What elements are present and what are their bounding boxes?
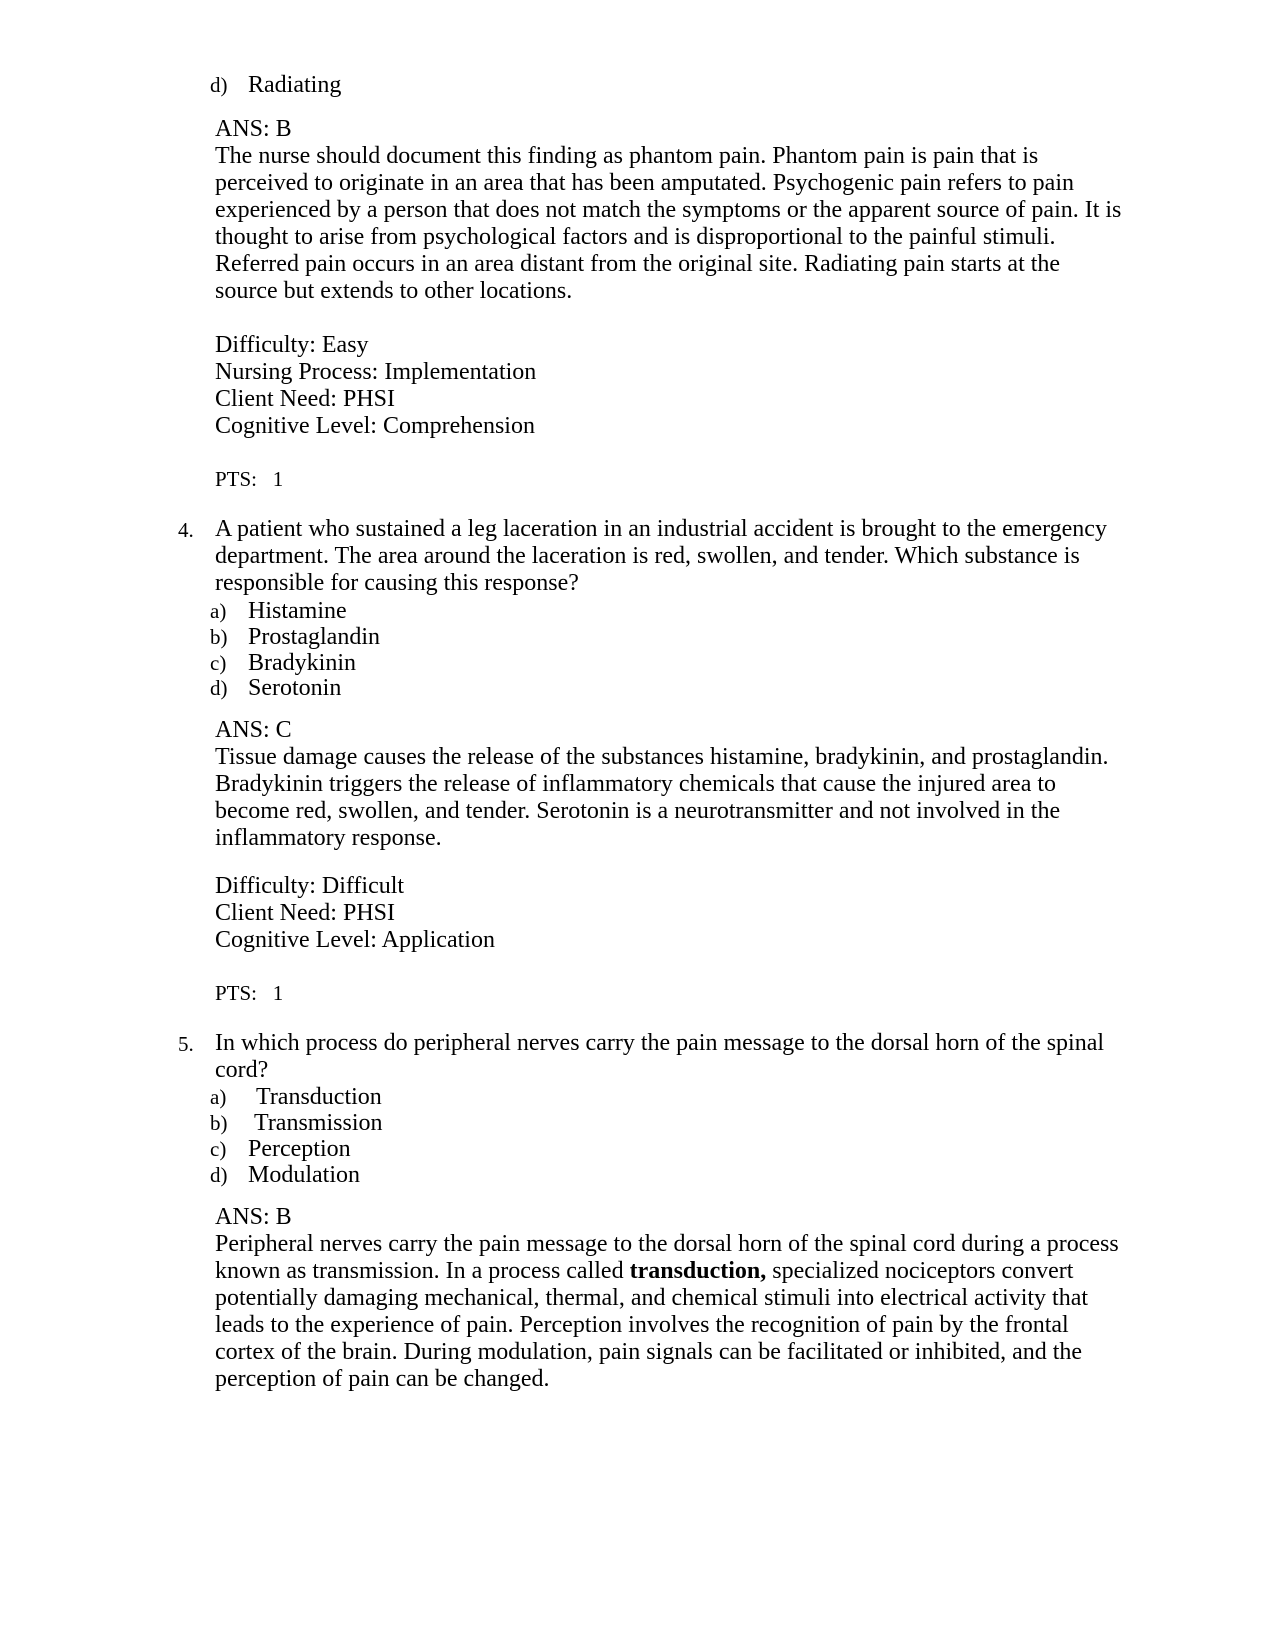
option-letter: b) (210, 1111, 228, 1135)
q3-rationale-line: perceived to originate in an area that has been amputated. Psychogenic pain refers to pain (215, 170, 1074, 196)
q3-option-d (210, 72, 341, 99)
q3-answer-block (215, 116, 1175, 305)
q4-rationale-line: become red, swollen, and tender. Serotonin is a neurotransmitter and not involved in the (215, 798, 1061, 824)
q4-rationale-line: Bradykinin triggers the release of inflammatory chemicals that cause the injured area to (215, 771, 1057, 797)
option-text: Transduction (256, 1084, 382, 1110)
q4-answer: ANS: C (215, 717, 292, 743)
q5-rationale-line: cortex of the brain. During modulation, pain signals can be facilitated or inhibited, and the (215, 1339, 1083, 1365)
q3-rationale-line: thought to arise from psychological factors and is disproportional to the painful stimuli. (215, 224, 1056, 250)
q4-rationale-line: inflammatory response. (215, 825, 442, 851)
q4-meta (215, 873, 1175, 954)
option-letter: d) (210, 1163, 228, 1187)
option-text: Prostaglandin (248, 624, 380, 650)
q5-rationale-line: perception of pain can be changed. (215, 1366, 550, 1392)
q4-option-a (210, 598, 347, 625)
q3-rationale-line: Referred pain occurs in an area distant from the original site. Radiating pain starts at the (215, 251, 1061, 277)
option-letter: b) (210, 625, 228, 649)
option-text: Radiating (248, 72, 342, 98)
option-letter: a) (210, 1085, 227, 1109)
option-text: Transmission (254, 1110, 383, 1136)
q5-option-d (210, 1162, 360, 1189)
q3-difficulty: Difficulty: Easy (215, 332, 369, 358)
option-letter: d) (210, 73, 228, 97)
q5-rationale-pre: known as transmission. In a process called (215, 1258, 630, 1284)
q5-option-c (210, 1136, 351, 1163)
option-text: Histamine (248, 598, 347, 624)
q5-rationale-line: potentially damaging mechanical, thermal, and chemical stimuli into electrical activity that (215, 1285, 1089, 1311)
q5-stem (215, 1030, 1175, 1084)
q4-difficulty: Difficulty: Difficult (215, 873, 405, 899)
option-text: Perception (248, 1136, 351, 1162)
q4-option-d (210, 675, 341, 702)
option-text: Bradykinin (248, 650, 356, 676)
q3-points: PTS: 1 (215, 467, 284, 491)
q5-option-b (210, 1110, 382, 1137)
option-letter: c) (210, 651, 227, 675)
q5-rationale-line: leads to the experience of pain. Perception involves the recognition of pain by the frontal (215, 1312, 1069, 1338)
q3-answer: ANS: B (215, 116, 292, 142)
q3-cognitive-level: Cognitive Level: Comprehension (215, 413, 535, 439)
q4-cognitive-level: Cognitive Level: Application (215, 927, 495, 953)
q5-option-a (210, 1084, 382, 1111)
q5-rationale-line (215, 1258, 1175, 1285)
q4-stem-line: responsible for causing this response? (215, 570, 579, 596)
q4-points: PTS: 1 (215, 981, 284, 1005)
q3-meta (215, 332, 1175, 440)
q5-answer: ANS: B (215, 1204, 292, 1230)
q4-client-need: Client Need: PHSI (215, 900, 395, 926)
q4-stem-line: A patient who sustained a leg laceration in an industrial accident is brought to the emergency (215, 516, 1107, 542)
q4-option-c (210, 650, 356, 677)
q4-rationale-line: Tissue damage causes the release of the substances histamine, bradykinin, and prostaglandin. (215, 744, 1109, 770)
q3-rationale-line: experienced by a person that does not match the symptoms or the apparent source of pain. It is (215, 197, 1122, 223)
option-text: Serotonin (248, 675, 342, 701)
option-letter: d) (210, 676, 228, 700)
q4-answer-block (215, 717, 1175, 852)
q5-answer-block (215, 1204, 1175, 1393)
q5-stem-line: cord? (215, 1057, 269, 1083)
q4-number: 4. (178, 518, 194, 542)
option-letter: c) (210, 1137, 227, 1161)
q5-stem-line: In which process do peripheral nerves carry the pain message to the dorsal horn of the spinal (215, 1030, 1105, 1056)
q5-rationale-line: Peripheral nerves carry the pain message to the dorsal horn of the spinal cord during a process (215, 1231, 1119, 1257)
q5-rationale-post: specialized nociceptors convert (766, 1258, 1074, 1284)
q5-rationale-bold-term: transduction, (629, 1258, 767, 1284)
q3-rationale-line: The nurse should document this finding as phantom pain. Phantom pain is pain that is (215, 143, 1039, 169)
q3-rationale-line: source but extends to other locations. (215, 278, 573, 304)
q4-stem-line: department. The area around the laceration is red, swollen, and tender. Which substance is (215, 543, 1080, 569)
q3-nursing-process: Nursing Process: Implementation (215, 359, 537, 385)
q4-option-b (210, 624, 380, 651)
option-text: Modulation (248, 1162, 360, 1188)
q5-number: 5. (178, 1032, 194, 1056)
q3-client-need: Client Need: PHSI (215, 386, 395, 412)
option-letter: a) (210, 599, 227, 623)
q4-stem (215, 516, 1175, 597)
